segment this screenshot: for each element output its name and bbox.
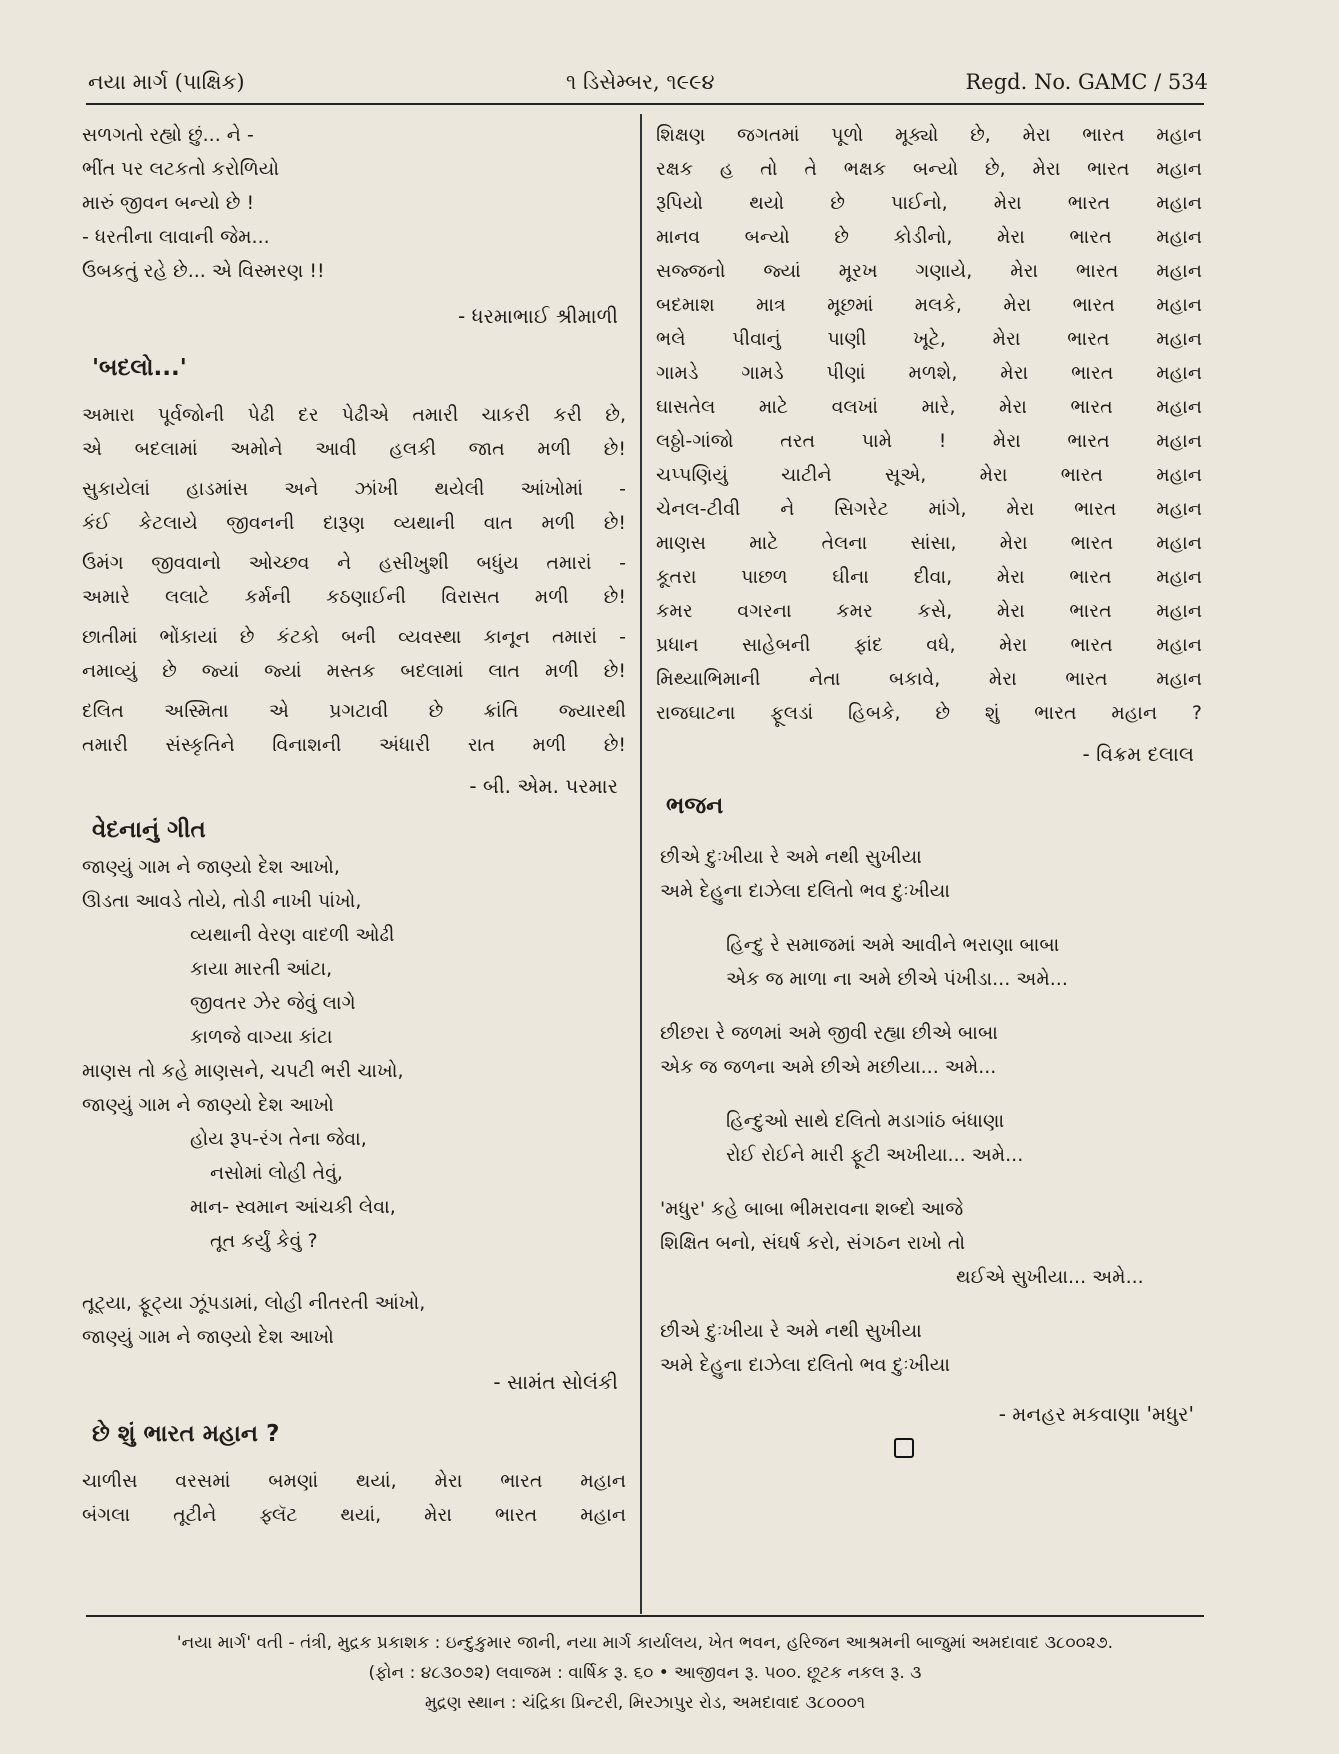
badlo-stanza xyxy=(82,620,626,688)
publication-name: નયા માર્ગ (પાક્ષિક) xyxy=(88,70,245,94)
poem-line: હોય રૂપ-રંગ તેના જેવા, xyxy=(190,1128,367,1150)
poem-line: તમારી સંસ્કૃતિને વિનાશની અંધારી રાત મળી છે! xyxy=(82,734,626,756)
badlo-stanza xyxy=(82,398,626,466)
poem-line: છાતીમાં ભોંકાયાં છે કંટકો બની વ્યવસ્થા કાનૂન તમારાં - xyxy=(82,626,626,648)
poem-line: સુકાયેલાં હાડમાંસ અને ઝાંખી થયેલી આંખોમાં - xyxy=(82,478,626,500)
poem-line: ચેનલ-ટીવી ને સિગરેટ માંગે, મેરા ભારત મહાન xyxy=(656,498,1202,520)
poem-line: કાયા મારતી આંટા, xyxy=(190,958,333,980)
poem-line: જાણ્યું ગામ ને જાણ્યો દેશ આખો xyxy=(82,1326,334,1348)
page-header xyxy=(88,64,1208,104)
left-column xyxy=(82,118,626,1532)
bhajan-line: છીએ દુઃખીયા રે અમે નથી સુખીયા xyxy=(660,846,922,868)
poem-line: ચપ્પણિયું ચાટીને સૂએ, મેરા ભારત મહાન xyxy=(656,464,1202,486)
bhajan-line: એક જ જળના અમે છીએ મછીયા... અમે... xyxy=(660,1056,997,1078)
poem-line: જાણ્યું ગામ ને જાણ્યો દેશ આખો xyxy=(82,1094,334,1116)
poem-line: - ધરતીના લાવાની જેમ... xyxy=(82,226,270,248)
header-rule xyxy=(86,103,1204,105)
bhajan-line: શિક્ષિત બનો, સંઘર્ષ કરો, સંગઠન રાખો તો xyxy=(660,1232,966,1254)
poem-line: માણસ માટે તેલના સાંસા, મેરા ભારત મહાન xyxy=(656,532,1202,554)
poem-title: ભજન xyxy=(666,793,724,819)
poem-line: કંઈ કેટલાયે જીવનની દારૂણ વ્યથાની વાત મળી છે! xyxy=(82,512,626,534)
poem-line: માન- સ્વમાન આંચકી લેવા, xyxy=(190,1196,396,1218)
badlo-stanza xyxy=(82,472,626,540)
poem-line: લઠ્ઠો-ગાંજો તરત પામે ! મેરા ભારત મહાન xyxy=(656,430,1202,452)
imprint-line: મુદ્રણ સ્થાન : ચંદ્રિકા પ્રિન્ટરી, મિરઝાપુર રોડ, અમદાવાદ ૩૮૦૦૦૧ xyxy=(424,1693,866,1713)
poem-title: 'બદલો...' xyxy=(92,355,187,381)
poem-line: જીવતર ઝેર જેવું લાગે xyxy=(190,992,356,1014)
poem-line: ઊડતા આવડે તોયે, તોડી નાખી પાંખો, xyxy=(82,890,362,912)
poem-line: જાણ્યું ગામ ને જાણ્યો દેશ આખો, xyxy=(82,856,340,878)
poem-line: નસોમાં લોહી તેવું, xyxy=(210,1162,343,1184)
poem-line: રૂપિયો થયો છે પાઈનો, મેરા ભારત મહાન xyxy=(656,192,1202,214)
poem-author: - બી. એમ. પરમાર xyxy=(469,774,618,798)
poem-line: શિક્ષણ જગતમાં પૂળો મૂક્યો છે, મેરા ભારત મહાન xyxy=(656,124,1202,146)
poem-author: - વિક્રમ દલાલ xyxy=(1082,742,1194,766)
bhajan-line: હિન્દુ રે સમાજમાં અમે આવીને ભરાણા બાબા xyxy=(726,934,1060,956)
poem-line: ભલે પીવાનું પાણી ખૂટે, મેરા ભારત મહાન xyxy=(656,328,1202,350)
poem-title: છે શું ભારત મહાન ? xyxy=(92,1421,280,1447)
poem-line: રક્ષક હ તો તે ભક્ષક બન્યો છે, મેરા ભારત મહાન xyxy=(656,158,1202,180)
poem-line: મારું જીવન બન્યો છે ! xyxy=(82,192,255,214)
poem-line: તૂત કર્યું કેવું ? xyxy=(210,1230,318,1252)
poem1 xyxy=(82,118,626,288)
bhajan-line: એક જ માળા ના અમે છીએ પંખીડા... અમે... xyxy=(726,968,1068,990)
bharat-continued xyxy=(656,118,1202,730)
poem-line: માનવ બન્યો છે કોડીનો, મેરા ભારત મહાન xyxy=(656,226,1202,248)
imprint-line: (ફોન : ૪૮૩૦૭૨) લવાજમ : વાર્ષિક રૂ. ૬૦ • આજીવન રૂ. ૫૦૦. છૂટક નકલ રૂ. ૩ xyxy=(368,1663,922,1683)
bhajan-line: હિન્દુઓ સાથે દલિતો મડાગાંઠ બંધાણા xyxy=(726,1110,1005,1132)
registration-number: Regd. No. GAMC / 534 xyxy=(965,70,1208,94)
issue-date: ૧ ડિસેમ્બર, ૧૯૯૪ xyxy=(566,70,715,94)
poem-line: દલિત અસ્મિતા એ પ્રગટાવી છે ક્રાંતિ જ્યારથી xyxy=(82,700,626,722)
poem-line: ઘાસતેલ માટે વલખાં મારે, મેરા ભારત મહાન xyxy=(656,396,1202,418)
badlo-stanza xyxy=(82,694,626,762)
poem-line: નમાવ્યું છે જ્યાં જ્યાં મસ્તક બદલામાં લાત મળી છે! xyxy=(82,660,626,682)
bhajan-line: છીછરા રે જળમાં અમે જીવી રહ્યા છીએ બાબા xyxy=(660,1022,998,1044)
poem-line: મિથ્યાભિમાની નેતા બકાવે, મેરા ભારત મહાન xyxy=(656,668,1202,690)
poem-line: કૂતરા પાછળ ઘીના દીવા, મેરા ભારત મહાન xyxy=(656,566,1202,588)
bhajan-line: છીએ દુઃખીયા રે અમે નથી સુખીયા xyxy=(660,1320,922,1342)
poem-line: કમર વગરના કમર કસે, મેરા ભારત મહાન xyxy=(656,600,1202,622)
poem-line: એ બદલામાં અમોને આવી હલકી જાત મળી છે! xyxy=(82,438,626,460)
poem-line: ઉબકતું રહે છે... એ વિસ્મરણ !! xyxy=(82,260,325,282)
poem-line: સજ્જનો જ્યાં મૂરખ ગણાયે, મેરા ભારત મહાન xyxy=(656,260,1202,282)
bhajan-line: અમે દેહુના દાઝેલા દલિતો ભવ દુઃખીયા xyxy=(660,880,951,902)
poem-line: ચાળીસ વરસમાં બમણાં થયાં, મેરા ભારત મહાન xyxy=(82,1470,626,1492)
poem-author: - ધરમાભાઈ શ્રીમાળી xyxy=(458,304,618,328)
bhajan-line: 'મધુર' કહે બાબા ભીમરાવના શબ્દો આજે xyxy=(660,1198,964,1220)
poem-line: ઉમંગ જીવવાનો ઓચ્છવ ને હસીખુશી બધુંય તમારાં - xyxy=(82,552,626,574)
poem-line: ગામડે ગામડે પીણાં મળશે, મેરા ભારત મહાન xyxy=(656,362,1202,384)
poem-line: પ્રધાન સાહેબની ફાંદ વધે, મેરા ભારત મહાન xyxy=(656,634,1202,656)
poem-line: તૂટ્યા, ફૂટ્યા ઝૂંપડામાં, લોહી નીતરતી આંખો, xyxy=(82,1292,426,1314)
column-divider xyxy=(640,114,642,1614)
bhajan-line: થઈએ સુખીયા... અમે... xyxy=(956,1266,1144,1288)
imprint-line: 'નયા માર્ગ' વતી - તંત્રી, મુદ્રક પ્રકાશક : ઇન્દુકુમાર જાની, નયા માર્ગ કાર્યાલય, ખેત ભવન, હરિજન આશ્રમની બાજુમાં અમદાવાદ ૩૮૦૦૨૭. xyxy=(176,1633,1114,1653)
right-column xyxy=(656,118,1202,1458)
poem-line: રાજઘાટના ફૂલડાં હિબકે, છે શું ભારત મહાન ? xyxy=(656,702,1202,724)
poem-title: વેદનાનું ગીત xyxy=(92,817,206,843)
poem-line: કાળજે વાગ્યા કાંટા xyxy=(190,1026,333,1048)
poem-line: માણસ તો કહે માણસને, ચપટી ભરી ચાખો, xyxy=(82,1060,404,1082)
badlo-stanza xyxy=(82,546,626,614)
poem-line: અમારા પૂર્વજોની પેઢી દર પેઢીએ તમારી ચાકરી કરી છે, xyxy=(82,404,626,426)
poem-line: બંગલા તૂટીને ફ્લૅટ થયાં, મેરા ભારત મહાન xyxy=(82,1504,626,1526)
poem-line: સળગતો રહ્યો છું... ને - xyxy=(82,124,254,146)
imprint-footer xyxy=(86,1628,1204,1718)
poem-line: વ્યથાની વેરણ વાદળી ઓઢી xyxy=(190,924,395,946)
bhajan-line: રોઈ રોઈને મારી ફૂટી અખીયા... અમે... xyxy=(726,1144,1024,1166)
poem-line: બદમાશ માત્ર મૂછમાં મલકે, મેરા ભારત મહાન xyxy=(656,294,1202,316)
poem-line: અમારે લલાટે કર્મની કઠણાઈની વિરાસત મળી છે! xyxy=(82,586,626,608)
poem-author: - સામંત સોલંકી xyxy=(493,1370,618,1394)
poem-author: - મનહર મકવાણા 'મધુર' xyxy=(998,1402,1194,1426)
poem-line: ભીંત પર લટકતો કરોળિયો xyxy=(82,158,280,180)
end-mark-icon xyxy=(894,1438,914,1458)
bhajan-line: અમે દેહુના દાઝેલા દલિતો ભવ દુઃખીયા xyxy=(660,1354,951,1376)
footer-rule xyxy=(86,1615,1204,1617)
